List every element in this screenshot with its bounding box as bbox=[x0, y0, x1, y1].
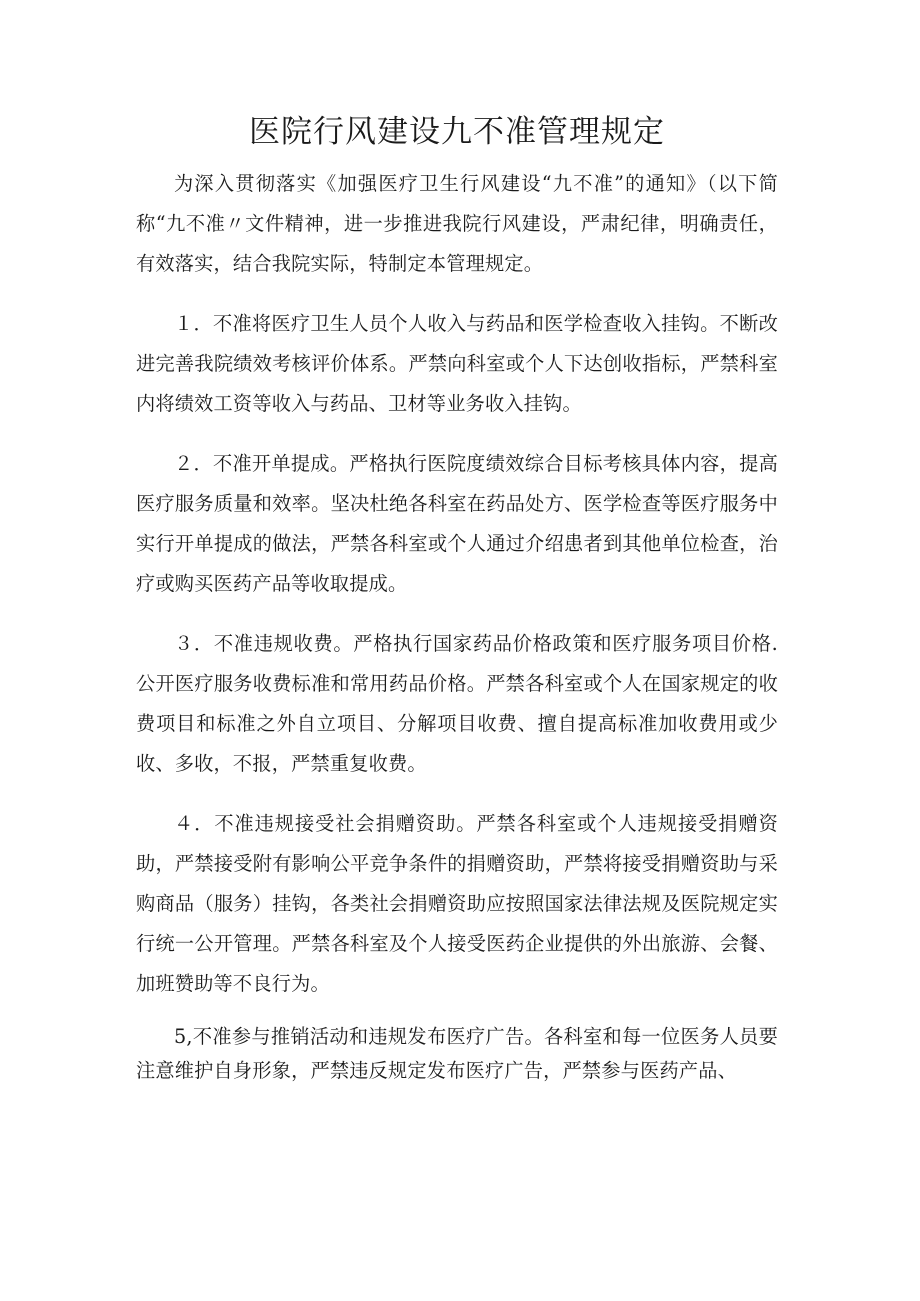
document-page bbox=[136, 0, 778, 1088]
document-title: 医院行风建设九不准管理规定 bbox=[249, 114, 665, 150]
intro-paragraph: 为深入贯彻落实《加强医疗卫生行风建设“九不准”的通知》（以下简称“九不准〃文件精神，进一步推进我院行风建设，严肃纪律，明确责任，有效落实，结合我院实际，特制定本管理规定。 bbox=[136, 172, 778, 275]
rule-paragraph-1: １．不准将医疗卫生人员个人收入与药品和医学检查收入挂钩。不断改进完善我院绩效考核评价体系。严禁向科室或个人下达创收指标，严禁科室内将绩效工资等收入与药品、卫材等业务收入挂钩。 bbox=[136, 312, 778, 415]
rule-paragraph-4: ４．不准违规接受社会捐赠资助。严禁各科室或个人违规接受捐赠资助，严禁接受附有影响公平竞争条件的捐赠资助，严禁将接受捐赠资助与采购商品（服务）挂钩，各类社会捐赠资助应按照国家法律法规及医院规定实行统一公开管理。严禁各科室及个人接受医药企业提供的外出旅游、会餐、加班赞助等不良行为。 bbox=[136, 812, 778, 995]
rule-paragraph-3: ３．不准违规收费。严格执行国家药品价格政策和医疗服务项目价格. 公开医疗服务收费标准和常用药品价格。严禁各科室或个人在国家规定的收费项目和标准之外自立项目、分解项目收费、擅自提高标准加收费用或少收、多收，不报，严禁重复收费。 bbox=[136, 632, 778, 775]
rule-paragraph-2: ２．不准开单提成。严格执行医院度绩效综合目标考核具体内容，提高医疗服务质量和效率。坚决杜绝各科室在药品处方、医学检查等医疗服务中实行开单提成的做法，严禁各科室或个人通过介绍患者到其他单位检查，治疗或购买医药产品等收取提成。 bbox=[136, 452, 778, 595]
rule-paragraph-5: 5,不准参与推销活动和违规发布医疗广告。各科室和每一位医务人员要注意维护自身形象，严禁违反规定发布医疗广告，严禁参与医药产品、 bbox=[136, 1025, 778, 1082]
